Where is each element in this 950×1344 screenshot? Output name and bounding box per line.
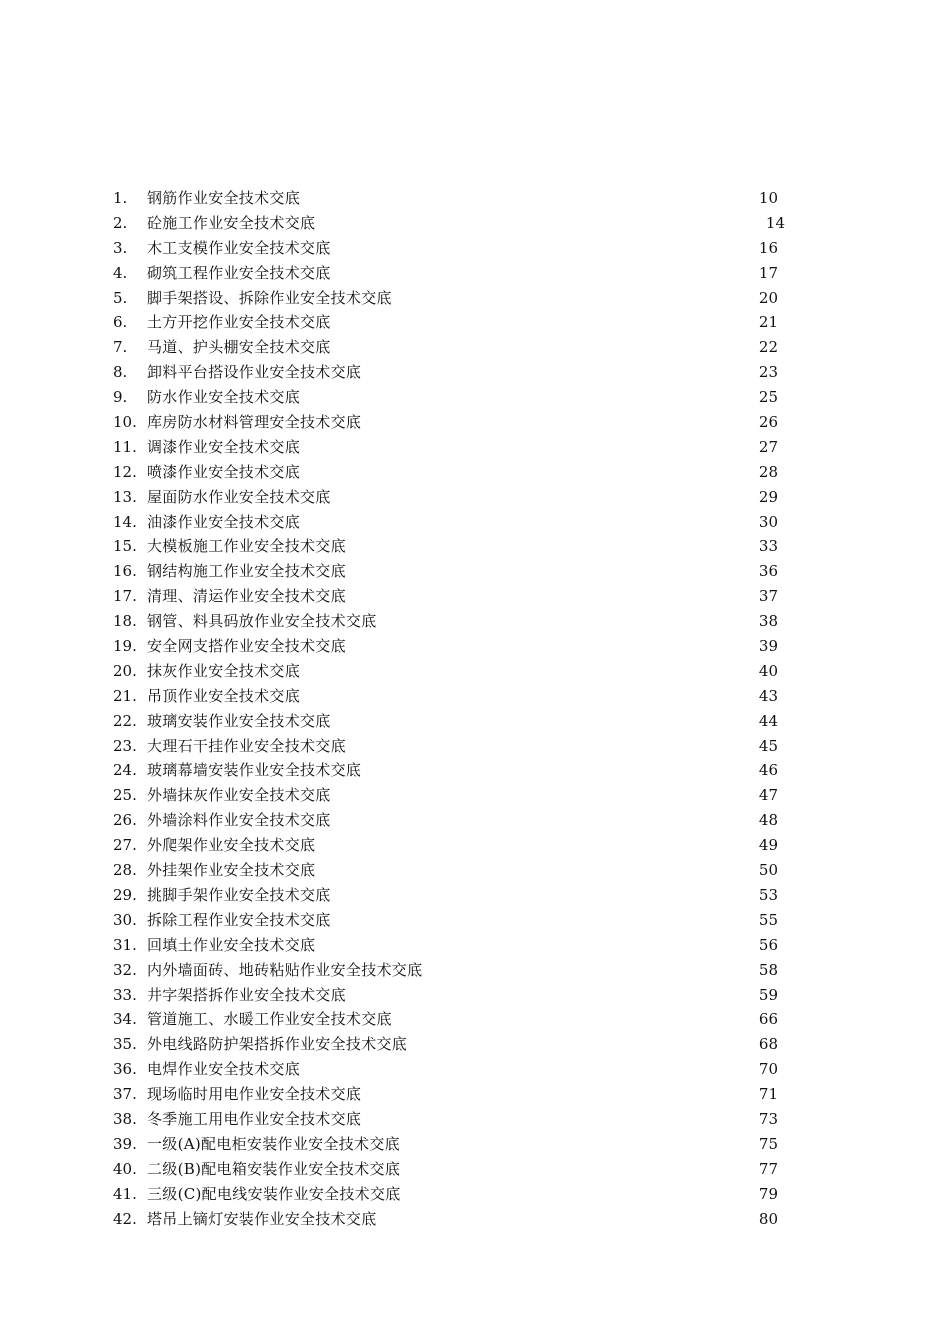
- toc-entry-title: 土方开挖作业安全技术交底: [147, 313, 331, 332]
- toc-entry-number: 30.: [113, 910, 137, 929]
- toc-entry-number: 35.: [113, 1035, 137, 1054]
- toc-entry-page: 50: [758, 861, 778, 880]
- toc-entry-page: 39: [758, 637, 778, 656]
- toc-entry-number: 24.: [113, 761, 137, 780]
- toc-entry[interactable]: [0, 410, 950, 435]
- toc-entry-number: 31.: [113, 935, 137, 954]
- toc-entry-title: 管道施工、水暖工作业安全技术交底: [147, 1010, 392, 1029]
- toc-entry[interactable]: [0, 684, 950, 709]
- toc-entry-number: 13.: [113, 487, 137, 506]
- toc-entry-number: 11.: [113, 437, 137, 456]
- toc-entry-page: 47: [758, 786, 778, 805]
- toc-entry-title: 内外墙面砖、地砖粘贴作业安全技术交底: [147, 960, 423, 979]
- toc-entry[interactable]: [0, 883, 950, 908]
- toc-entry-title: 冬季施工用电作业安全技术交底: [147, 1109, 362, 1128]
- toc-entry-page: 29: [758, 487, 778, 506]
- toc-entry-page: 73: [758, 1109, 778, 1128]
- toc-entry[interactable]: [0, 634, 950, 659]
- toc-entry-title: 拆除工程作业安全技术交底: [147, 910, 331, 929]
- toc-entry-title: 玻璃安装作业安全技术交底: [147, 711, 331, 730]
- toc-entry-page: 23: [758, 363, 778, 382]
- toc-entry[interactable]: [0, 734, 950, 759]
- toc-entry-number: 42.: [113, 1209, 137, 1228]
- toc-entry[interactable]: [0, 1007, 950, 1032]
- toc-entry-title: 钢管、料具码放作业安全技术交底: [147, 612, 377, 631]
- toc-entry-number: 6.: [113, 313, 128, 332]
- table-of-contents: [0, 186, 950, 1231]
- toc-entry[interactable]: [0, 1182, 950, 1207]
- toc-entry-title: 大理石干挂作业安全技术交底: [147, 736, 346, 755]
- toc-entry-title: 外爬架作业安全技术交底: [147, 836, 316, 855]
- toc-entry-page: 40: [758, 661, 778, 680]
- toc-entry-title: 二级(B)配电箱安装作业安全技术交底: [147, 1159, 401, 1178]
- toc-entry-number: 27.: [113, 836, 137, 855]
- toc-entry-title: 防水作业安全技术交底: [147, 388, 301, 407]
- toc-entry-title: 屋面防水作业安全技术交底: [147, 487, 331, 506]
- toc-entry-number: 28.: [113, 861, 137, 880]
- toc-entry-title: 库房防水材料管理安全技术交底: [147, 413, 362, 432]
- toc-entry-title: 外挂架作业安全技术交底: [147, 861, 316, 880]
- toc-entry[interactable]: [0, 286, 950, 311]
- toc-entry-number: 40.: [113, 1159, 137, 1178]
- toc-entry-title: 砌筑工程作业安全技术交底: [147, 263, 331, 282]
- toc-entry[interactable]: [0, 659, 950, 684]
- toc-entry[interactable]: [0, 833, 950, 858]
- toc-entry-number: 7.: [113, 338, 128, 357]
- toc-entry-page: 77: [758, 1159, 778, 1178]
- toc-entry-number: 4.: [113, 263, 128, 282]
- toc-entry-number: 22.: [113, 711, 137, 730]
- toc-entry[interactable]: [0, 584, 950, 609]
- toc-entry-page: 70: [758, 1060, 778, 1079]
- toc-entry-title: 塔吊上镝灯安装作业安全技术交底: [147, 1209, 377, 1228]
- toc-entry-number: 23.: [113, 736, 137, 755]
- toc-entry[interactable]: [0, 1082, 950, 1107]
- toc-entry-page: 27: [758, 437, 778, 456]
- toc-entry-number: 18.: [113, 612, 137, 631]
- toc-entry[interactable]: [0, 1132, 950, 1157]
- toc-entry-title: 外电线路防护架搭拆作业安全技术交底: [147, 1035, 408, 1054]
- toc-entry[interactable]: [0, 186, 950, 211]
- toc-entry-page: 48: [758, 811, 778, 830]
- toc-entry-number: 1.: [113, 189, 128, 207]
- toc-entry-page: 20: [758, 288, 778, 307]
- toc-entry-title: 砼施工作业安全技术交底: [147, 213, 316, 232]
- toc-entry-page: 59: [758, 985, 778, 1004]
- toc-entry[interactable]: [0, 310, 950, 335]
- toc-entry[interactable]: [0, 559, 950, 584]
- toc-entry-title: 抹灰作业安全技术交底: [147, 661, 301, 680]
- toc-entry[interactable]: [0, 1057, 950, 1082]
- toc-entry-number: 3.: [113, 238, 128, 257]
- toc-entry-page: 33: [758, 537, 778, 556]
- toc-entry[interactable]: [0, 360, 950, 385]
- toc-entry-page: 44: [758, 711, 778, 730]
- toc-entry-number: 32.: [113, 960, 137, 979]
- toc-entry-title: 木工支模作业安全技术交底: [147, 238, 331, 257]
- toc-entry-page: 10: [758, 189, 778, 207]
- toc-entry-number: 39.: [113, 1134, 137, 1153]
- toc-entry-page: 25: [758, 388, 778, 407]
- toc-entry[interactable]: [0, 211, 950, 236]
- toc-entry-page: 56: [758, 935, 778, 954]
- toc-entry-number: 41.: [113, 1184, 137, 1203]
- toc-entry-number: 38.: [113, 1109, 137, 1128]
- toc-entry-title: 井字架搭拆作业安全技术交底: [147, 985, 346, 1004]
- toc-entry[interactable]: [0, 1107, 950, 1132]
- toc-entry[interactable]: [0, 485, 950, 510]
- toc-entry-title: 安全网支搭作业安全技术交底: [147, 637, 346, 656]
- toc-entry-number: 26.: [113, 811, 137, 830]
- toc-entry[interactable]: [0, 958, 950, 983]
- toc-entry-title: 油漆作业安全技术交底: [147, 512, 301, 531]
- toc-entry-number: 9.: [113, 388, 128, 407]
- toc-entry-title: 大模板施工作业安全技术交底: [147, 537, 346, 556]
- toc-entry[interactable]: [0, 335, 950, 360]
- toc-entry-page: 43: [758, 686, 778, 705]
- toc-entry[interactable]: [0, 385, 950, 410]
- toc-entry-title: 一级(A)配电柜安装作业安全技术交底: [147, 1134, 400, 1153]
- toc-entry[interactable]: [0, 534, 950, 559]
- toc-entry-number: 20.: [113, 661, 137, 680]
- toc-entry-title: 吊顶作业安全技术交底: [147, 686, 301, 705]
- toc-entry-number: 15.: [113, 537, 137, 556]
- toc-entry-title: 脚手架搭设、拆除作业安全技术交底: [147, 288, 392, 307]
- toc-entry[interactable]: [0, 236, 950, 261]
- toc-entry-number: 25.: [113, 786, 137, 805]
- toc-entry[interactable]: [0, 261, 950, 286]
- toc-entry-title: 挑脚手架作业安全技术交底: [147, 885, 331, 904]
- toc-entry-title: 外墙抹灰作业安全技术交底: [147, 786, 331, 805]
- toc-entry-number: 19.: [113, 637, 137, 656]
- toc-entry-page: 14: [765, 213, 785, 232]
- toc-entry-page: 38: [758, 612, 778, 631]
- toc-entry-page: 26: [758, 413, 778, 432]
- toc-entry-number: 16.: [113, 562, 137, 581]
- toc-entry[interactable]: [0, 933, 950, 958]
- toc-entry-page: 36: [758, 562, 778, 581]
- toc-entry-title: 调漆作业安全技术交底: [147, 437, 301, 456]
- toc-entry-title: 卸料平台搭设作业安全技术交底: [147, 363, 362, 382]
- toc-entry-page: 53: [758, 885, 778, 904]
- toc-entry-page: 55: [758, 910, 778, 929]
- toc-entry-page: 68: [758, 1035, 778, 1054]
- toc-entry[interactable]: [0, 1157, 950, 1182]
- toc-entry-title: 电焊作业安全技术交底: [147, 1060, 301, 1079]
- toc-entry-number: 5.: [113, 288, 128, 307]
- toc-entry-page: 71: [758, 1085, 778, 1104]
- toc-entry-page: 49: [758, 836, 778, 855]
- toc-entry-page: 75: [758, 1134, 778, 1153]
- toc-entry[interactable]: [0, 609, 950, 634]
- toc-entry-page: 58: [758, 960, 778, 979]
- toc-entry-title: 回填土作业安全技术交底: [147, 935, 316, 954]
- toc-entry-title: 喷漆作业安全技术交底: [147, 462, 301, 481]
- toc-entry-title: 三级(C)配电线安装作业安全技术交底: [147, 1184, 401, 1203]
- toc-entry-number: 17.: [113, 587, 137, 606]
- toc-entry-number: 29.: [113, 885, 137, 904]
- toc-entry-number: 2.: [113, 213, 128, 232]
- toc-entry-title: 现场临时用电作业安全技术交底: [147, 1085, 362, 1104]
- toc-entry-page: 79: [758, 1184, 778, 1203]
- toc-entry[interactable]: [0, 460, 950, 485]
- toc-entry-page: 17: [758, 263, 778, 282]
- toc-entry-title: 钢结构施工作业安全技术交底: [147, 562, 346, 581]
- toc-entry[interactable]: [0, 435, 950, 460]
- toc-entry[interactable]: [0, 758, 950, 783]
- toc-entry-page: 28: [758, 462, 778, 481]
- toc-entry-title: 玻璃幕墙安装作业安全技术交底: [147, 761, 362, 780]
- toc-entry[interactable]: [0, 783, 950, 808]
- toc-entry-page: 45: [758, 736, 778, 755]
- toc-entry-title: 外墙涂料作业安全技术交底: [147, 811, 331, 830]
- toc-entry[interactable]: [0, 808, 950, 833]
- toc-entry-number: 21.: [113, 686, 137, 705]
- toc-entry[interactable]: [0, 709, 950, 734]
- toc-entry-title: 钢筋作业安全技术交底: [147, 189, 301, 207]
- toc-entry[interactable]: [0, 858, 950, 883]
- toc-entry-number: 12.: [113, 462, 137, 481]
- toc-entry-page: 16: [758, 238, 778, 257]
- toc-entry-number: 33.: [113, 985, 137, 1004]
- toc-entry-title: 马道、护头棚安全技术交底: [147, 338, 331, 357]
- toc-entry-page: 46: [758, 761, 778, 780]
- toc-entry[interactable]: [0, 1207, 950, 1232]
- toc-entry[interactable]: [0, 1032, 950, 1057]
- toc-entry-page: 37: [758, 587, 778, 606]
- toc-entry[interactable]: [0, 983, 950, 1008]
- toc-entry-title: 清理、清运作业安全技术交底: [147, 587, 346, 606]
- toc-entry-page: 80: [758, 1209, 778, 1228]
- toc-entry-number: 34.: [113, 1010, 137, 1029]
- toc-entry-number: 37.: [113, 1085, 137, 1104]
- toc-entry-page: 66: [758, 1010, 778, 1029]
- toc-entry-number: 36.: [113, 1060, 137, 1079]
- toc-entry-number: 10.: [113, 413, 137, 432]
- toc-entry-number: 8.: [113, 363, 128, 382]
- toc-entry[interactable]: [0, 908, 950, 933]
- toc-entry[interactable]: [0, 510, 950, 535]
- toc-entry-page: 30: [758, 512, 778, 531]
- toc-entry-page: 22: [758, 338, 778, 357]
- toc-entry-number: 14.: [113, 512, 137, 531]
- toc-entry-page: 21: [758, 313, 778, 332]
